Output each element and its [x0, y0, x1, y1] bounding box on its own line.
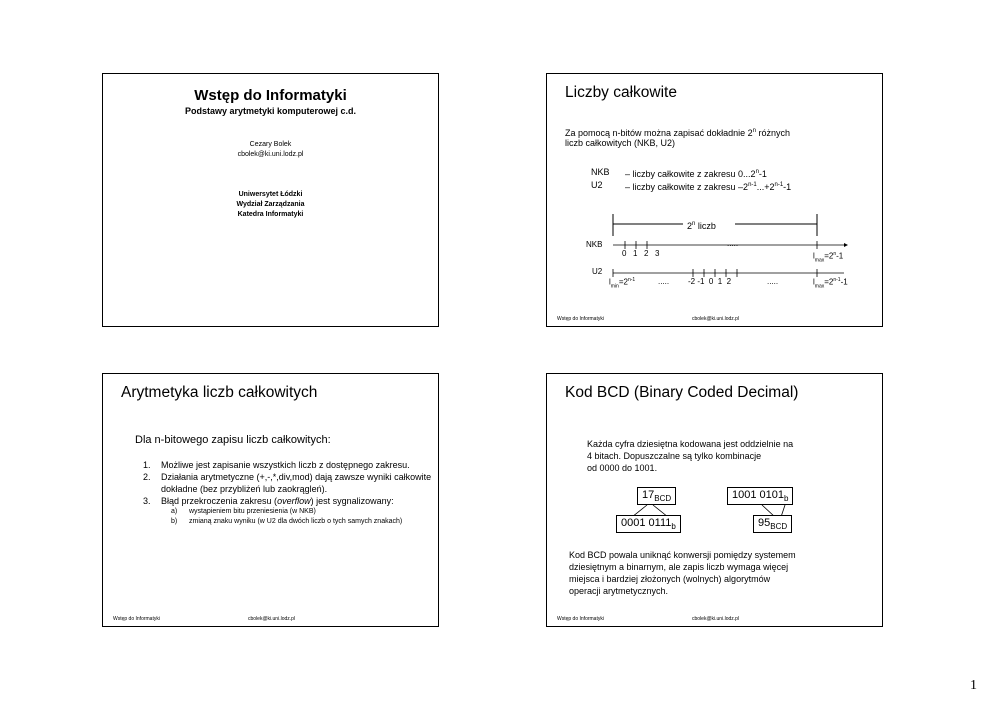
u2-max-label: $l_{max}=2^{n-1}-1$ — [813, 277, 848, 290]
slide1-subtitle: Podstawy arytmetyki komputerowej c.d. — [184, 106, 357, 116]
nkb-tick-label-1: 1 — [633, 249, 638, 258]
bcd-para1-line2: 4 bitach. Dopuszczalne są tylko kombinacje — [587, 451, 762, 461]
nkb-tick-label-3: 3 — [655, 249, 660, 258]
page-number: 1 — [970, 678, 977, 693]
slide-integer-arithmetic — [102, 373, 439, 627]
axis-nkb-label: NKB — [586, 240, 603, 249]
list-item-number: 3. — [143, 496, 151, 506]
list-item-number: 1. — [143, 460, 151, 470]
slide3-list — [135, 459, 435, 527]
u2-dots-left: ..... — [658, 277, 670, 286]
bcd-para1-line3: od 0000 do 1001. — [587, 463, 658, 473]
bcd-para1-line1: Każda cyfra dziesiętna kodowana jest oddzielnie na — [587, 439, 794, 449]
list-item-text: Możliwe jest zapisanie wszystkich liczb z dostępnego zakresu. — [161, 460, 410, 470]
slide-title — [102, 73, 439, 327]
slide3-intro: Dla n-bitowego zapisu liczb całkowitych: — [135, 434, 331, 446]
org-faculty: Wydział Zarządzania — [236, 201, 305, 208]
sub-list-item: b) zmianą znaku wyniku (w U2 dla dwóch liczb o tych samych znakach) — [171, 518, 403, 525]
slide3-footer-left: Wstęp do Informatyki — [113, 616, 160, 622]
nkb-tick-label-2: 2 — [644, 249, 649, 258]
nkb-tick-label-0: 0 — [622, 249, 627, 258]
slide3-title: Arytmetyka liczb całkowitych — [121, 384, 318, 401]
slide-bcd — [546, 373, 883, 627]
list-item-text: Błąd przekroczenia zakresu (overflow) jest sygnalizowany: — [161, 496, 394, 506]
nkb-axis-arrow — [844, 243, 848, 247]
u2-description: – liczby całkowite z zakresu $-2^{n-1}...+2^{n-1}-1$ — [625, 182, 792, 192]
bcd-box-95: $95_{BCD}$ — [753, 515, 792, 533]
sub-list-item: a) wystąpieniem bitu przeniesienia (w NKB) — [171, 508, 316, 515]
u2-tick-labels: -2 -1 0 1 2 — [688, 277, 732, 286]
nkb-label: NKB — [591, 167, 610, 177]
list-item — [135, 459, 435, 471]
nkb-dots: ..... — [727, 239, 739, 248]
author-email: cbolek@ki.uni.lodz.pl — [237, 151, 304, 158]
org-department: Katedra Informatyki — [237, 211, 304, 218]
range-label: 2$^n$ liczb — [687, 221, 716, 231]
slide2-intro-line2: liczb całkowitych (NKB, U2) — [565, 138, 676, 148]
nkb-description: – liczby całkowite z zakresu 0...2$^n$-1 — [625, 169, 767, 179]
slide-integers — [546, 73, 883, 327]
slide4-title: Kod BCD (Binary Coded Decimal) — [565, 384, 799, 401]
slide2-footer-left: Wstęp do Informatyki — [557, 316, 604, 322]
org-university: Uniwersytet Łódzki — [238, 191, 303, 198]
slide4-footer-email: cbolek@ki.uni.lodz.pl — [692, 616, 740, 622]
bcd-para2-line3: miejsca i bardziej złożonych (wolnych) algorytmów — [569, 574, 771, 584]
u2-label: U2 — [591, 180, 603, 190]
slide2-intro-line1: Za pomocą n-bitów można zapisać dokładnie 2$^n$ różnych — [565, 128, 790, 138]
u2-dots-right: ..... — [767, 277, 779, 286]
slide4-footer-left: Wstęp do Informatyki — [557, 616, 604, 622]
slide1-title: Wstęp do Informatyki — [194, 87, 347, 104]
author-name: Cezary Bolek — [249, 141, 292, 148]
list-item — [135, 495, 435, 507]
list-item — [135, 471, 435, 495]
range-diagram — [547, 74, 884, 328]
bcd-box-0001-0111: 0001 $0111_b$ — [616, 515, 681, 533]
u2-min-label: $l_{min}=2^{n-1}$ — [609, 277, 636, 290]
list-item-number: 2. — [143, 472, 151, 482]
axis-u2-label: U2 — [592, 267, 603, 276]
bcd-box-1001-0101: 1001 $0101_b$ — [727, 487, 793, 505]
slide2-title: Liczby całkowite — [565, 84, 677, 101]
list-item-text: Działania arytmetyczne (+,-,*,div,mod) dają zawsze wyniki całkowite dokładne (bez przybliżeń lub zaokrągleń). — [161, 472, 432, 494]
bcd-para2-line4: operacji arytmetycznych. — [569, 586, 669, 596]
bcd-box-17: $17_{BCD}$ — [637, 487, 676, 505]
slide2-footer-email: cbolek@ki.uni.lodz.pl — [692, 316, 740, 322]
bcd-para2-line1: Kod BCD powala uniknąć konwersji pomiędzy systemem — [569, 550, 796, 560]
bcd-para2-line2: dziesiętnym a binarnym, ale zapis liczb wymaga więcej — [569, 562, 789, 572]
slide3-footer-email: cbolek@ki.uni.lodz.pl — [248, 616, 296, 622]
nkb-max-label: $l_{max}=2^n-1$ — [813, 251, 844, 264]
